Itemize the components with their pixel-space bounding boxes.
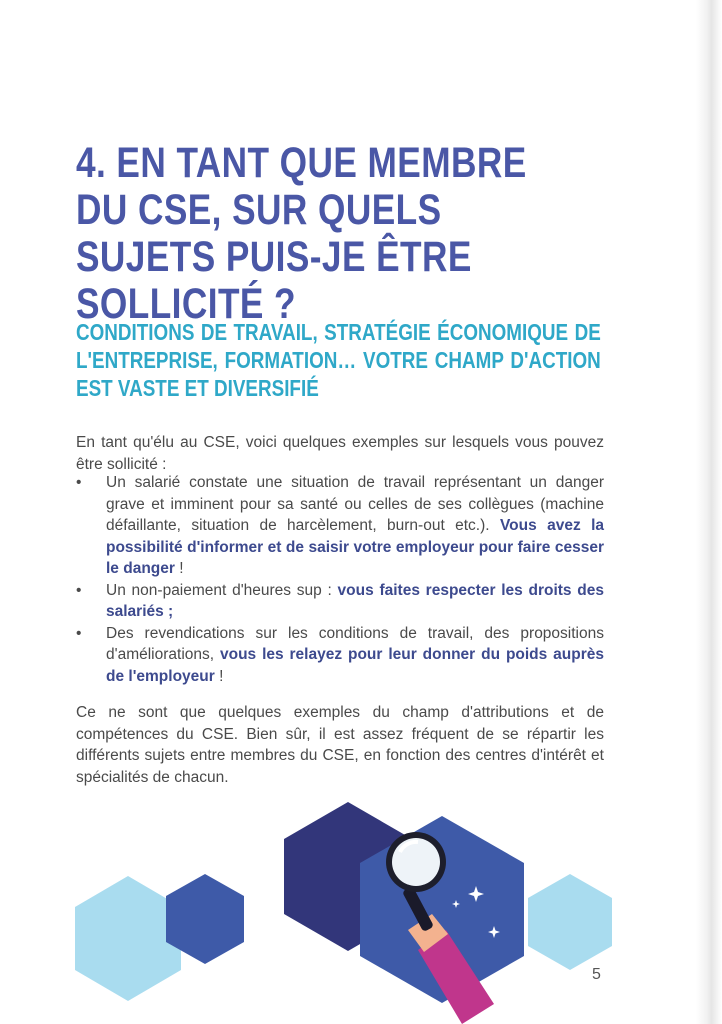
examples-list — [76, 472, 604, 687]
hexagon-illustration — [0, 790, 722, 1024]
list-item-text: Un non-paiement d'heures sup : — [106, 581, 338, 599]
hexagon-light-blue-right — [528, 874, 612, 970]
page-title: 4. EN TANT QUE MEMBRE DU CSE, SUR QUELS SUJETS PUIS-JE ÊTRE SOLLICITÉ ? — [76, 139, 527, 328]
list-item-text: Un salarié constate une situation de travail représentant un danger grave et imminent pour sa santé ou celles de ses collègues (machine défaillante, situation de harcèlement, burn-out etc.). — [106, 474, 604, 534]
list-item — [76, 472, 604, 580]
list-item-end: ! — [214, 667, 224, 685]
list-item-text: Des revendications sur les conditions de travail, des propositions d'améliorations, — [106, 624, 604, 663]
list-item-emphasis: Vous avez la possibilité d'informer et de saisir votre employeur pour faire cesser le danger — [106, 517, 604, 577]
bullet-icon: • — [76, 474, 82, 491]
closing-paragraph: Ce ne sont que quelques exemples du champ d'attributions et de compétences du CSE. Bien sûr, il est assez fréquent de se répartir les différents sujets entre membres du CSE, en fonction des centres d'intérêt et spécialités de chacun. — [76, 704, 604, 786]
intro-paragraph: En tant qu'élu au CSE, voici quelques exemples sur lesquels vous pouvez être sollicité : — [76, 434, 604, 473]
list-item-end: ! — [174, 560, 184, 577]
section-subtitle: CONDITIONS DE TRAVAIL, STRATÉGIE ÉCONOMIQUE DE L'ENTREPRISE, FORMATION… VOTRE CHAMP D'ACTION EST VASTE ET DIVERSIFIÉ — [76, 319, 601, 401]
list-item-emphasis: vous faites respecter les droits des salariés ; — [106, 581, 604, 620]
page-number: 5 — [592, 966, 601, 983]
bullet-icon: • — [76, 581, 82, 599]
list-item-emphasis: vous les relayez pour leur donner du poids auprès de l'employeur — [106, 646, 605, 685]
magnifying-glass-icon — [386, 832, 446, 892]
list-item — [76, 580, 604, 623]
hexagon-light-blue-left — [75, 876, 181, 1001]
bullet-icon: • — [76, 624, 82, 642]
list-item — [76, 623, 604, 688]
